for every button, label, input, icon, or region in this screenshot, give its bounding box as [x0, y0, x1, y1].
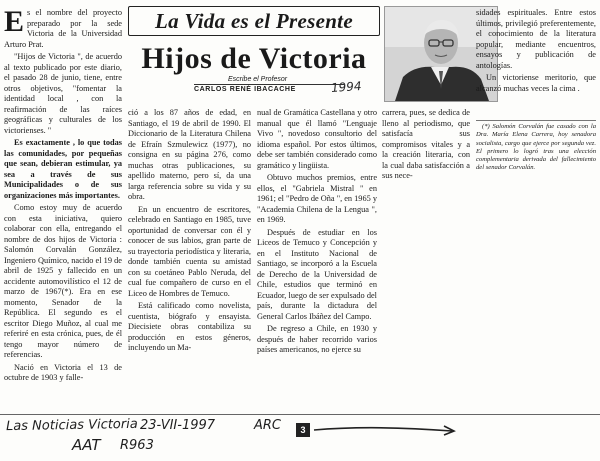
arrow-icon: [312, 421, 462, 439]
handwritten-archive-code: R963: [120, 438, 154, 453]
article-column-2: [128, 108, 251, 410]
paragraph: Después de estudiar en los Liceos de Temuco y Concepción y en el Instituto Nacional de Santiago, se incorporó a la Escuela de Derecho de la Universidad de Chile, estudios que terminó en Ecuador, luego de ser expulsado del país, durante la dictadura del General Carlos Ibáñez del Campo.: [257, 227, 377, 321]
handwritten-year: 1994: [330, 78, 362, 96]
handwritten-date: 23-VII-1997: [140, 418, 216, 433]
byline-author: CARLOS RENÉ IBACACHE: [194, 84, 344, 94]
footer-divider: [0, 414, 600, 415]
drop-cap: E: [4, 8, 25, 38]
article-column-5: [476, 8, 596, 116]
handwritten-newspaper-name: Las Noticias Victoria: [5, 416, 138, 435]
paragraph: sidades espirituales. Entre estos últimos, privilegió preferentemente, el conocimiento de la literatura popular, mediante encuentros, ensayos y publicación de antologías.: [476, 8, 596, 70]
article-column-3: [257, 108, 377, 410]
page-number: 3: [296, 423, 310, 437]
section-banner: La Vida es el Presente: [128, 6, 380, 36]
paragraph: carrera, pues, se dedica de lleno al periodismo, que satisfacía sus compromisos vitales y a la creación literaria, con la cual daba satisfacción a sus nece-: [382, 108, 470, 180]
paragraph: De regreso a Chile, en 1930 y después de haber recorrido varios países americanos, no ejerce su: [257, 324, 377, 354]
paragraph: Un victoriense meritorio, que alcanzó muchas veces la cima .: [476, 73, 596, 93]
paragraph: nual de Gramática Castellana y otro manual que él llamó "Lenguaje Vivo ", novedoso consultorio del idioma español. Por estos últimos, debe ser también considerado como gramático y lingüista.: [257, 108, 377, 170]
article-column-4: [382, 108, 470, 198]
paragraph: Es exactamente , lo que todas las comunidades, por pequeñas que sean, debieran estimular, ya sea a través de sus Municipalidades o de sus organizaciones más importantes.: [4, 138, 122, 200]
handwritten-code: ARC: [254, 418, 282, 433]
paragraph: ció a los 87 años de edad, en Santiago, el 19 de abril de 1990. El Diccionario de la Literatura Chilena de Efraín Szmulewicz (1977), no consigna en su página 276, como muchas otras publicaciones, su apellido materno, pero sí, da una larga referencia sobre su vida y su obra.: [128, 108, 251, 201]
paragraph: Nació en Victoria el 13 de octubre de 1903 y falle-: [4, 362, 122, 382]
intro-paragraph: Es el nombre del proyecto preparado por la sede Victoria de la Universidad Arturo Prat.: [4, 8, 122, 49]
footnote-caption: (*) Salomón Corvalán fue casado con la Dra. María Elena Carrera, hoy senadora socialista, cargo que ejerce por segunda vez. El primero lo logró tras una elección complementaria derivada del fallecimiento del senador Corvalán.: [476, 120, 596, 173]
byline-label: Escribe el Profesor: [228, 76, 288, 83]
paragraph: Como estoy muy de acuerdo con esta iniciativa, quiero colaborar con ella, entregando el nombre de dos hijos de Victoria : Salomón Corvalán González, Ingeniero Químico, nacido el 19 de abril de 1925 y fallecido en un accidente automovilístico el 12 de marzo de 1967(*). Era en ese momento, Senador de la República. El segundo es el escritor Diego Muñoz, al cual me referiré en esta crónica, pues, de él tengo mayor número de referencias.: [4, 203, 122, 359]
paragraph: Obtuvo muchos premios, entre ellos, el "Gabriela Mistral " en 1961; el "Pedro de Oña ", en 1965 y "Academia Chilena de la Lengua ", en 1969.: [257, 173, 377, 224]
paragraph: "Hijos de Victoria ", de acuerdo al texto publicado por este diario, el pasado 28 de junio, tiene, entre otros objetivos, "fomentar la identidad local , con la reafirmación de las raíces geográficas y culturales de los victorienses. ": [4, 52, 122, 135]
handwritten-archive-note: AAT: [72, 436, 101, 454]
article-column-1: [4, 8, 122, 410]
paragraph: Está calificado como novelista, cuentista, biógrafo y ensayista. Diecisiete obras contabiliza su producción en estos géneros, incluyendo un Ma-: [128, 301, 251, 352]
byline: [194, 76, 344, 94]
paragraph: En un encuentro de escritores, celebrado en Santiago en 1985, tuve oportunidad de conversar con él y conocer de sus labios, gran parte de su trayectoria periodística y literaria, donde también cuenta su amistad con su coetáneo Pablo Neruda, del cual fue compañero de curso en el Liceo de Hombres de Temuco.: [128, 204, 251, 298]
headline: Hijos de Victoria: [141, 42, 367, 75]
